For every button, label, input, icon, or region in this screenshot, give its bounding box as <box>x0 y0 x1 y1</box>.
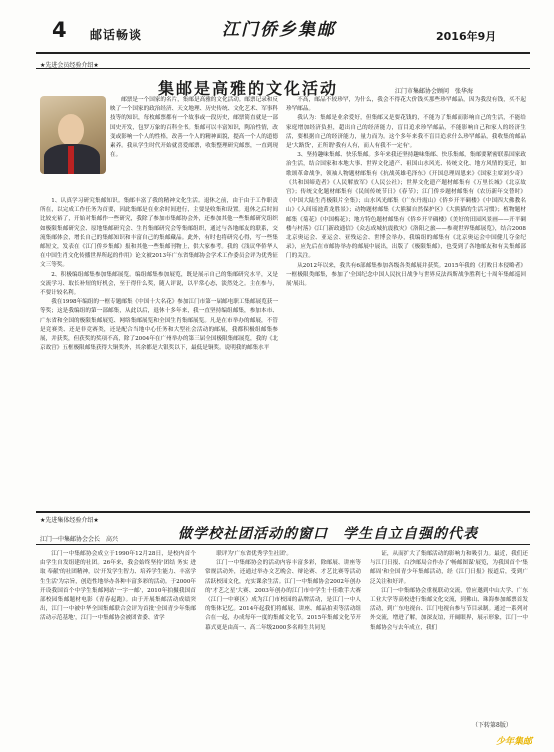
author-photo <box>40 96 106 174</box>
paragraph: 联评为'广东省优秀学生社团'。 <box>216 551 292 557</box>
paragraph: 江门一中集邮协会重视联动交流，曾应邀到中山大学、广东工业大学等高校进行集邮文化交流，到佛山、珠海参加邮票首发活动，到广东电视台、江门电视台参与节目录制。通过一系列对外交流，增进了解，加深友谊，开阔眼界，展示形象，江门一中集邮协会与去年成立，我们 <box>370 587 528 631</box>
paragraph: 我认为：集邮是业余爱好，但集邮又是要花钱的，不能为了集邮而影响自己的生活，不能给家庭增加经济负担，超出自己的经济能力，盲目追求珍罕邮品，不能影响自己和家人的经济生活，要根据自己的经济能力，量力而为。这个多年来我不盲目追求什么珍罕邮品，我收集的邮品是'大路货'，正所谓'我有人有，而人有我不一定有'。 <box>286 115 526 150</box>
section-title: 邮话畅谈 <box>90 28 143 42</box>
paragraph: 不高，邮品不较珍罕，为什么，我会不得花大价钱买那些珍罕邮品，因为我没有钱，买不起珍罕邮品。 <box>286 97 526 113</box>
paragraph: 1、认真学习研究集邮知识。集邮丰富了我的精神文化生活。退休之前，由于由于工作职责所在，以完成工作任务为首要，因此集邮是在业余时间进行，主要是收集和设置。退休之后时间比较充裕了，开始对集邮作一些研究，我除了参加市集邮协会外，还参加其他一些集邮研究组织如极限集邮研究会、原地集邮研究会、生肖集邮研究会等集邮组织，通过与各地邮友的联系，交流集邮体会，增长自己的集邮知识和丰富自己的集邮藏品。此外，有时也将研究心得，写一些集邮短文，发表在《江门侨乡集邮》报和其他一些集邮刊物上，供大家参考。我的《浅议华侨华人在中国生肖文化传播世界所起的作用》论文被2013年广东省集邮协会学术工作委员会评为优秀征文三等奖。 <box>40 198 278 269</box>
paragraph: 我在1998年编组的一框专题邮集《中国十大名花》参加江门市第一届邮电职工集邮展览获一等奖；这是我编组的第一部邮集，从此以后，退休十多年来，我一直坚持编组邮集，参加本市、广东省和全国的极限集邮展览、网络集邮展览和全国生肖集邮展览。凡是在市举办的邮展，不管是竞赛类、还是非竞赛类，还是配合当地中心任务和大型社会活动的邮展，我都积极组邮集参展，并获奖，但获奖的奖项不高，除了2004年在广州举办的第三届全国极限集邮展览，我的《北京故宫》五框极限邮集获得大铜奖外，其余都是大银奖以下，最低是铜奖。说明我的邮集水平 <box>40 299 278 352</box>
title-rule <box>36 544 530 545</box>
page-header <box>0 0 554 56</box>
article2-title: 做学校社团活动的窗口 学生自立自强的代表 <box>178 526 478 542</box>
watermark: 少年集邮 <box>496 737 533 747</box>
column-tag-2: ★先进集体经验介绍★ <box>40 517 99 524</box>
paragraph: 邮票是一个国家的名片，集邮是高雅的文化活动。邮票记录和反映了一个国家的政治经济、天文地理、历史传统、文化艺术、军事科技等的知识，每枚邮票都有一个故事或一段历史，邮票简直就是一部国史开发，包罗万象的百科全书。集邮可以丰富知识，陶冶性情，改变或影响一个人的性格，改善一个人的精神面貌，提高一个人的道德素养。我从学生时代开始就喜爱邮票，收集整理研究邮票，一直到现在。 <box>110 97 278 159</box>
article2-column-1 <box>40 550 196 624</box>
issue-date: 2016年9月 <box>436 30 497 43</box>
article-title: 集邮是高雅的文化活动 <box>158 79 339 98</box>
paragraph: 江门一中集邮协会成立于1990年12月28日，是校内首个由学生自发组建的社团。26年来，我会始终坚持'团结 务实 进取 奉献'的社团精神，以'开发学生智力、培养学生能力、丰富学生生活'为宗旨，创造性地举办各种丰富多彩的活动。于2000年开设我国首个中学生集邮网站'一字一邮'，2010年拍摄我国首部校园集邮题材电影《青春起跑》。由于开展集邮活动成绩突出，江门一中被中华全国集邮联合会评为首批'全国青少年集邮活动示范基地'，江门一中集邮协会被团省委、省学 <box>40 551 196 622</box>
continued-note: （下转第8版） <box>472 722 512 729</box>
page-number: 4 <box>52 18 67 42</box>
header-rule <box>36 52 530 54</box>
paragraph: 3、坚持趣味集邮、快乐集邮。多年来我还坚持趣味集邮、快乐集邮，集邮要紧密联系国家政治生活，结合国家和本地大事、世界文化遗产、祖国山水风光、传统文化、地方风情的变迁，如歌颂革命战争，领袖人物题材邮集有《抗战英雄毛泽东》《开国总理周恩来》《国家主席刘少奇》《共和国缔造者》《人民解放军》《人民公社》；世界文化遗产题材邮集有《万里长城》《北京故宫》；传统文化题材邮集有《民间传统节日》《春节》；江门侨乡题材邮集有《农历新年交替时》《中国大陆生肖极限片全集》；山水风光邮集《广东丹霞山》《侨乡开平碉楼》《中国四大佛教名山》《入间瑶池黄龙胜景》；动物题材邮集《大熊猫自然保护区》《大熊猫的生活习惯》；植物题材邮集《菊花》《中国梅花》；地方特色题材邮集有《侨乡开平碉楼》《美好的田园风景画——开平碉楼与村落》《江门新政通信》《众志成城抗震救灾》《洛阳之旅——参观世界集邮展览》，结合2008北京奥运会、亚运会、亚残运会、世博会举办，我编组的邮集有《北京奥运会中国健儿夺金纪录》，应先后在市邮协举办的邮展中展出，出版了《极限集邮》，也受到了各地邮友和有关集邮部门的关注。 <box>286 152 526 260</box>
column-tag: ★先进会员经验介绍★ <box>40 62 99 69</box>
section-divider <box>36 511 530 513</box>
paragraph: 2、积极编组邮集参加集邮展览。编组邮集参加展览，既是展示自己的集邮研究水平，又是交流学习、取长补短的好机会，至于得什么奖，随人评说，以平常心态，淡然处之。主在参与，不要计较名利。 <box>40 271 278 297</box>
article1-intro <box>110 96 278 160</box>
masthead-title: 江门侨乡集邮 <box>222 20 336 40</box>
article2-column-3 <box>370 550 528 633</box>
paragraph: 江门一中集邮协会的活动内容丰富多彩，除邮展、讲座等常规活动外，还通过举办文艺晚会、辩论赛、才艺比赛等活动活跃校园文化，充实课余生活。江门一中集邮协会2002年创办的'才艺之星'大赛、2003年创办的江门市中学生十佳歌手大赛（江门一中赛区）成为江门市校园的品牌活动，是江门一中人的集体记忆。2014年起我们将邮展、讲座、邮品拍卖等活动组合在一起，办成每年一度的集邮文化节。2015年集邮文化节开幕式更是由高一、高二年级2000多名师生共同见 <box>205 560 361 631</box>
tag-rule <box>36 68 530 69</box>
article1-right-column <box>286 96 526 289</box>
article2-byline: 江门一中集邮协会会长 高兴 <box>40 536 119 543</box>
article2-column-2 <box>205 550 361 633</box>
article1-left-column <box>40 197 278 353</box>
article-byline: 江门市集邮协会顾问 张华海 <box>395 88 474 95</box>
paragraph: 从2012年以来，我共有6部邮集参加各级各类邮展并获奖。2015年我的《打败日本侵略者》一框极限类邮集，参加了'全国纪念中国人民抗日战争与世界反法西斯战争胜利七十周年集邮巡回展'展出。 <box>286 262 526 288</box>
paragraph: 证，从而扩大了集邮活动的影响力和吸引力。最近，我们还与江门日报、白沙邮局合作办了'畅邮图谋'展览，为我国首个'集邮周'和全国青少年集邮活动，经《江门日报》报道后，受到广泛关注和好评。 <box>370 551 528 585</box>
